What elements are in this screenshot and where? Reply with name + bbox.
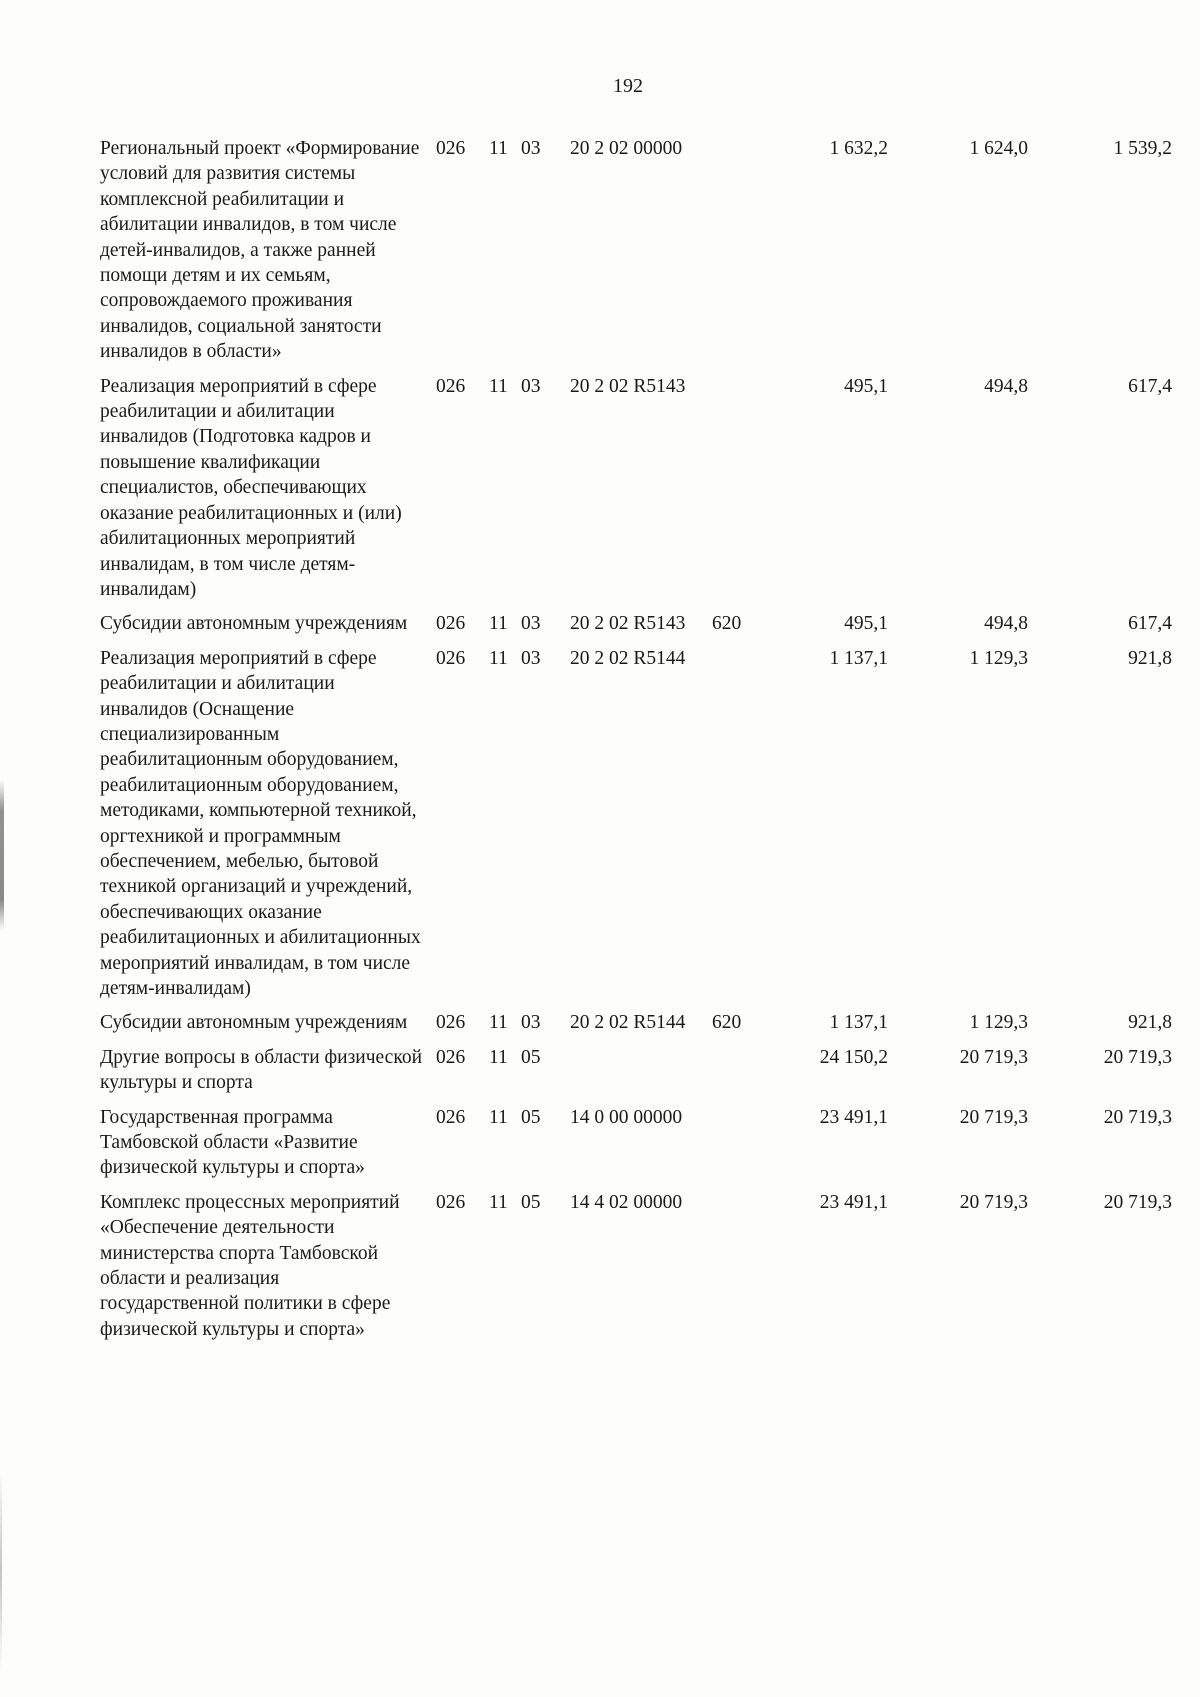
amount-year-3: 1 539,2 [1113, 138, 1172, 159]
subsection-code: 05 [521, 1106, 541, 1128]
expense-type-code: 620 [712, 1012, 742, 1034]
section-code: 11 [489, 647, 508, 669]
table-row [100, 374, 1172, 603]
subsection-code: 05 [521, 1191, 541, 1213]
amount-year-3: 921,8 [1128, 647, 1172, 669]
section-code: 11 [489, 1046, 508, 1068]
target-article-code: 20 2 02 R5143 [570, 375, 686, 397]
ved-code: 026 [436, 138, 466, 159]
subsection-code: 03 [521, 375, 541, 397]
amount-year-2: 20 719,3 [959, 1046, 1028, 1068]
table-row [100, 1105, 1172, 1181]
amount-year-1: 1 137,1 [829, 1012, 888, 1034]
amount-year-2: 1 624,0 [969, 138, 1028, 159]
amount-year-3: 617,4 [1128, 613, 1172, 635]
section-code: 11 [489, 1012, 508, 1034]
ved-code: 026 [436, 1046, 466, 1068]
section-code: 11 [489, 138, 508, 159]
amount-year-2: 494,8 [984, 613, 1028, 635]
section-code: 11 [489, 375, 508, 397]
ved-code: 026 [436, 1191, 466, 1213]
section-code: 11 [489, 1191, 508, 1213]
target-article-code: 14 4 02 00000 [570, 1191, 683, 1213]
table-row [100, 1045, 1172, 1096]
table-row [100, 646, 1172, 1002]
scan-artifact [0, 780, 4, 930]
row-name: Другие вопросы в области физической культуры и спорта [100, 1046, 423, 1094]
amount-year-3: 20 719,3 [1103, 1191, 1172, 1213]
amount-year-2: 1 129,3 [969, 1012, 1028, 1034]
amount-year-3: 617,4 [1128, 375, 1172, 397]
amount-year-1: 23 491,1 [819, 1191, 888, 1213]
row-name: Реализация мероприятий в сфере реабилитации и абилитации инвалидов (Оснащение специализированным реабилитационным оборудованием, реабилитационным оборудованием, методиками, компьютерной техникой, оргтехникой и программным обеспечением, мебелью, бытовой техникой организаций и учреждений, обеспечивающих оказание реабилитационных и абилитационных мероприятий инвалидам, в том числе детям-инвалидам) [100, 647, 421, 999]
page-number: 192 [613, 75, 643, 97]
row-name: Государственная программа Тамбовской области «Развитие физической культуры и спорта» [100, 1106, 365, 1179]
ved-code: 026 [436, 1106, 466, 1128]
ved-code: 026 [436, 375, 466, 397]
target-article-code: 14 0 00 00000 [570, 1106, 683, 1128]
target-article-code: 20 2 02 R5144 [570, 647, 686, 669]
ved-code: 026 [436, 647, 466, 669]
amount-year-2: 20 719,3 [959, 1106, 1028, 1128]
row-name: Региональный проект «Формирование условий для развития системы комплексной реабилитации и абилитации инвалидов, в том числе детей-инвалидов, а также ранней помощи детям и их семьям, сопровождаемого проживания инвалидов, социальной занятости инвалидов в области» [100, 138, 420, 363]
amount-year-1: 24 150,2 [819, 1046, 888, 1068]
ved-code: 026 [436, 613, 466, 635]
ved-code: 026 [436, 1012, 466, 1034]
scan-artifact [0, 1470, 2, 1670]
row-name: Субсидии автономным учреждениям [100, 1012, 408, 1034]
section-code: 11 [489, 1106, 508, 1128]
subsection-code: 03 [521, 647, 541, 669]
subsection-code: 03 [521, 138, 541, 159]
amount-year-3: 921,8 [1128, 1012, 1172, 1034]
target-article-code: 20 2 02 R5143 [570, 613, 686, 635]
table-row [100, 136, 1172, 365]
amount-year-2: 20 719,3 [959, 1191, 1028, 1213]
subsection-code: 05 [521, 1046, 541, 1068]
expense-type-code: 620 [712, 613, 742, 635]
subsection-code: 03 [521, 613, 541, 635]
amount-year-3: 20 719,3 [1103, 1046, 1172, 1068]
table-row [100, 1010, 1172, 1035]
target-article-code: 20 2 02 00000 [570, 138, 683, 159]
row-name: Комплекс процессных мероприятий «Обеспечение деятельности министерства спорта Тамбовской области и реализация государственной политики в сфере физической культуры и спорта» [100, 1191, 400, 1340]
table-row [100, 611, 1172, 636]
amount-year-1: 495,1 [844, 613, 888, 635]
subsection-code: 03 [521, 1012, 541, 1034]
amount-year-1: 1 632,2 [829, 138, 888, 159]
budget-table [100, 136, 1172, 1351]
target-article-code: 20 2 02 R5144 [570, 1012, 686, 1034]
row-name: Реализация мероприятий в сфере реабилитации и абилитации инвалидов (Подготовка кадров и повышение квалификации специалистов, обеспечивающих оказание реабилитационных и (или) абилитационных мероприятий инвалидам, в том числе детям-инвалидам) [100, 375, 402, 600]
amount-year-1: 495,1 [844, 375, 888, 397]
amount-year-1: 23 491,1 [819, 1106, 888, 1128]
amount-year-1: 1 137,1 [829, 647, 888, 669]
amount-year-2: 1 129,3 [969, 647, 1028, 669]
amount-year-2: 494,8 [984, 375, 1028, 397]
section-code: 11 [489, 613, 508, 635]
table-row [100, 1190, 1172, 1342]
amount-year-3: 20 719,3 [1103, 1106, 1172, 1128]
row-name: Субсидии автономным учреждениям [100, 613, 408, 635]
